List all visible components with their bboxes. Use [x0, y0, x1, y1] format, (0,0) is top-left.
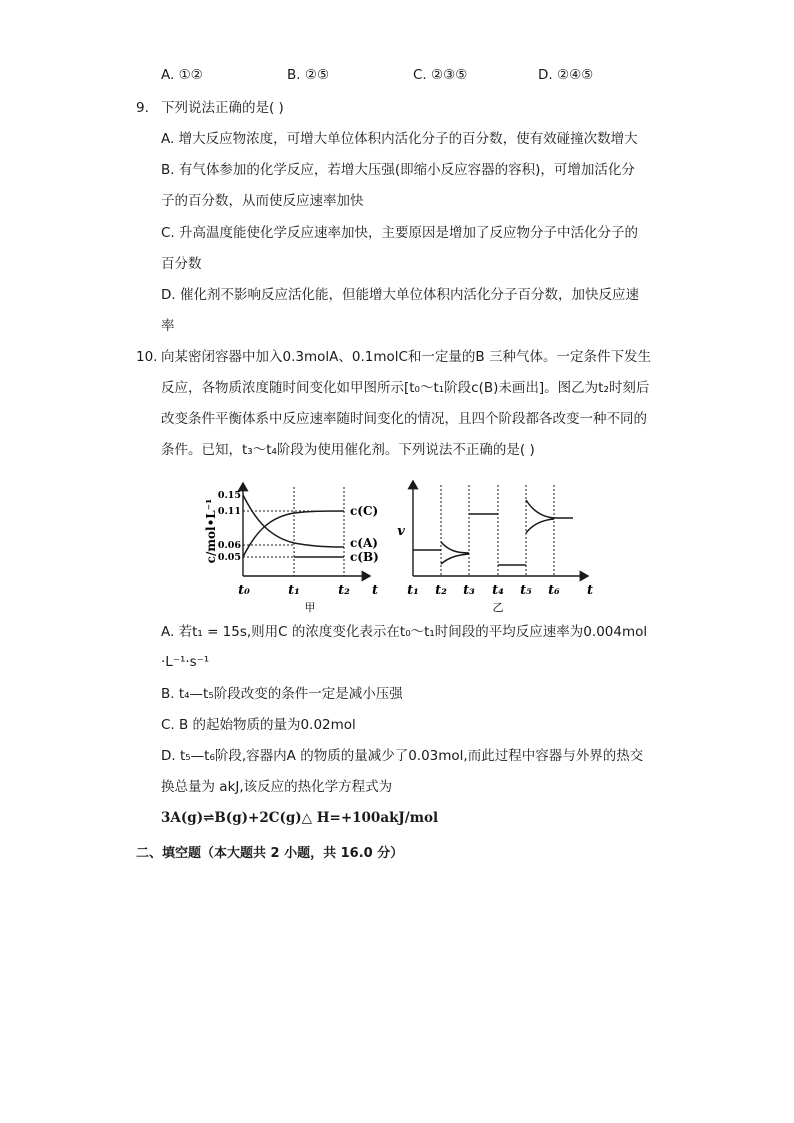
jia-xtick-t2: t₂ [338, 583, 350, 598]
prev-option-c: C. ②③⑤ [413, 67, 468, 83]
chart-yi [392, 473, 602, 618]
jia-xtick-t1: t₁ [288, 583, 300, 598]
yi-y-axis-label: v [397, 524, 405, 539]
q9-option-d-line2: 率 [161, 318, 175, 334]
q10-number: 10. [136, 349, 158, 365]
q10-option-b: B. t₄—t₅阶段改变的条件一定是减小压强 [161, 686, 403, 702]
jia-ytick-0.06: 0.06 [217, 540, 241, 551]
yi-xtick-t2: t₂ [435, 583, 447, 598]
q10-stem-line1: 向某密闭容器中加入0.3molA、0.1molC和一定量的B 三种气体。一定条件下发生 [161, 349, 651, 365]
q9-number: 9. [136, 100, 149, 116]
yi-xtick-t6: t₆ [548, 583, 560, 598]
q10-option-a-line2: ·L⁻¹·s⁻¹ [161, 654, 210, 670]
prev-option-d: D. ②④⑤ [538, 67, 594, 83]
yi-xtick-t3: t₃ [463, 583, 475, 598]
q10-option-d-line2: 换总量为 akJ,该反应的热化学方程式为 [161, 779, 393, 795]
q10-option-c: C. B 的起始物质的量为0.02mol [161, 717, 356, 733]
section-fill-in-blank-header: 二、填空题（本大题共 2 小题，共 16.0 分） [136, 846, 404, 861]
jia-label-cA: c(A) [350, 536, 378, 550]
q9-option-b-line2: 子的百分数，从而使反应速率加快 [161, 193, 364, 209]
q9-option-c-line2: 百分数 [161, 256, 202, 272]
jia-y-axis-label: c/mol•L⁻¹ [204, 498, 218, 564]
jia-ytick-0.15: 0.15 [217, 490, 241, 501]
yi-caption: 乙 [492, 601, 504, 614]
jia-ytick-0.11: 0.11 [217, 506, 241, 517]
q9-option-c-line1: C. 升高温度能使化学反应速率加快，主要原因是增加了反应物分子中活化分子的 [161, 225, 639, 241]
q9-option-d-line1: D. 催化剂不影响反应活化能，但能增大单位体积内活化分子百分数，加快反应速 [161, 287, 639, 303]
q10-option-d-equation: 3A(g)⇌B(g)+2C(g)△ H=+100akJ/mol [161, 810, 439, 826]
q9-option-b-line1: B. 有气体参加的化学反应，若增大压强(即缩小反应容器的容积)，可增加活化分 [161, 162, 635, 178]
q10-option-a-line1: A. 若t₁ = 15s,则用C 的浓度变化表示在t₀～t₁时间段的平均反应速率为0.004mol [161, 624, 648, 640]
yi-x-axis-label: t [586, 583, 594, 598]
q9-stem: 下列说法正确的是( ) [161, 100, 284, 116]
q10-stem-line3: 改变条件平衡体系中反应速率随时间变化的情况，且四个阶段都各改变一种不同的 [161, 411, 647, 427]
q10-option-d-line1: D. t₅—t₆阶段,容器内A 的物质的量减少了0.03mol,而此过程中容器与外界的热交 [161, 748, 644, 764]
yi-xtick-t4: t₄ [492, 583, 504, 598]
q9-option-a: A. 增大反应物浓度，可增大单位体积内活化分子的百分数，使有效碰撞次数增大 [161, 131, 638, 147]
jia-label-cB: c(B) [350, 550, 379, 564]
yi-xtick-t1: t₁ [407, 583, 419, 598]
jia-xtick-t0: t₀ [238, 583, 250, 598]
yi-xtick-t5: t₅ [520, 583, 532, 598]
yi-rate-t2-t3-lower [441, 554, 469, 564]
yi-rate-t5-t6-lower [526, 519, 554, 533]
jia-ytick-0.05: 0.05 [217, 552, 241, 563]
yi-rate-t2-t3-upper [441, 542, 469, 553]
jia-x-axis-label: t [371, 583, 379, 598]
chart-jia [198, 473, 388, 618]
prev-option-b: B. ②⑤ [287, 67, 330, 83]
jia-series-cC [243, 511, 344, 557]
q10-stem-line2: 反应，各物质浓度随时间变化如甲图所示[t₀～t₁阶段c(B)未画出]。图乙为t₂时刻后 [161, 380, 650, 396]
yi-rate-t5-t6-upper [526, 500, 573, 518]
jia-caption: 甲 [304, 601, 316, 614]
q10-stem-line4: 条件。已知，t₃～t₄阶段为使用催化剂。下列说法不正确的是( ) [161, 442, 535, 458]
prev-option-a: A. ①② [161, 67, 203, 83]
jia-label-cC: c(C) [350, 504, 379, 518]
